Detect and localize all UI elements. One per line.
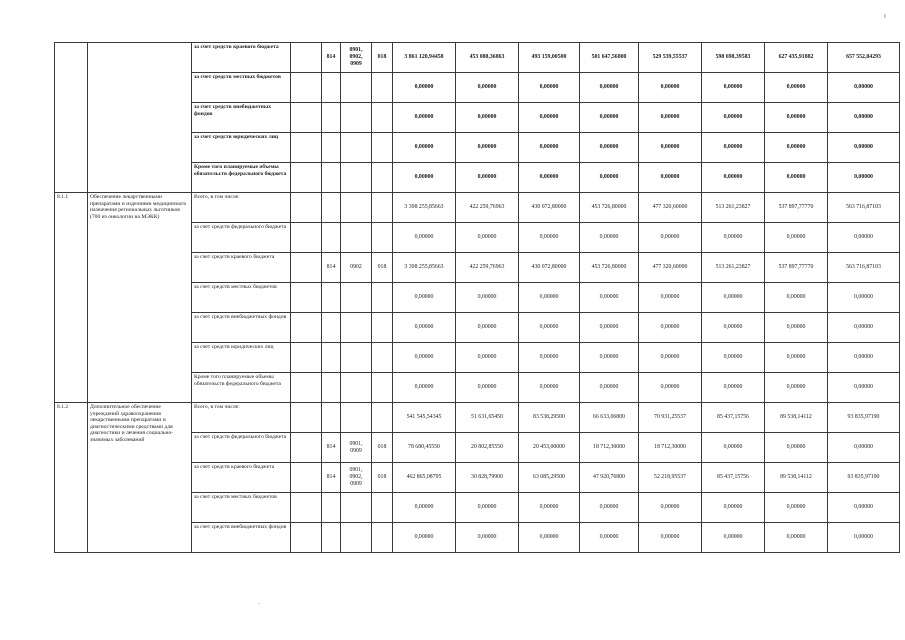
amount-cell: 0,00000 bbox=[519, 223, 580, 253]
amount-cell: 0,00000 bbox=[765, 223, 828, 253]
amount-cell: 0,00000 bbox=[580, 523, 639, 553]
section-subsection-code bbox=[341, 133, 372, 163]
expense-type-code: 018 bbox=[372, 43, 393, 73]
amount-cell: 541 545,54345 bbox=[393, 403, 456, 433]
section-subsection-code: 0901, 0909 bbox=[341, 433, 372, 463]
grbs-code bbox=[322, 133, 341, 163]
expense-type-code: 018 bbox=[372, 463, 393, 493]
amount-cell: 0,00000 bbox=[828, 73, 900, 103]
section-title: Обеспечение лекарственными препаратами и изделиями медицинского назначения региональных льготников (700 из онкологии на МЭКК) bbox=[88, 193, 192, 403]
section-code: 8.1.1 bbox=[55, 193, 88, 403]
amount-cell: 513 261,23827 bbox=[702, 193, 765, 223]
empty-cell bbox=[291, 493, 322, 523]
amount-cell: 0,00000 bbox=[456, 133, 519, 163]
funding-source-label: за счет средств местных бюджетов bbox=[192, 283, 291, 313]
empty-cell bbox=[291, 373, 322, 403]
amount-cell: 0,00000 bbox=[765, 73, 828, 103]
amount-cell: 0,00000 bbox=[828, 343, 900, 373]
amount-cell: 0,00000 bbox=[639, 373, 702, 403]
amount-cell: 18 712,30000 bbox=[639, 433, 702, 463]
section-title bbox=[88, 43, 192, 193]
section-subsection-code: 0901, 0902, 0909 bbox=[341, 43, 372, 73]
amount-cell: 0,00000 bbox=[393, 73, 456, 103]
amount-cell: 0,00000 bbox=[456, 73, 519, 103]
funding-source-label: Кроме того планируемые объемы обязательств федерального бюджета bbox=[192, 163, 291, 193]
amount-cell: 0,00000 bbox=[702, 523, 765, 553]
empty-cell bbox=[291, 313, 322, 343]
empty-cell bbox=[291, 193, 322, 223]
section-title: Дополнительное обеспечение учреждений здравоохранения лекарственными препаратами и диагностическими средствами для диагностики и лечения социально-значимых заболеваний bbox=[88, 403, 192, 553]
empty-cell bbox=[291, 343, 322, 373]
amount-cell: 0,00000 bbox=[765, 283, 828, 313]
funding-source-label: Всего, в том числе: bbox=[192, 403, 291, 433]
amount-cell: 0,00000 bbox=[580, 373, 639, 403]
section-subsection-code bbox=[341, 283, 372, 313]
section-subsection-code: 0901, 0902, 0909 bbox=[341, 463, 372, 493]
amount-cell: 89 538,14112 bbox=[765, 403, 828, 433]
funding-source-label: за счет средств внебюджетных фондов bbox=[192, 523, 291, 553]
amount-cell: 0,00000 bbox=[828, 163, 900, 193]
expense-type-code bbox=[372, 73, 393, 103]
amount-cell: 0,00000 bbox=[393, 283, 456, 313]
empty-cell bbox=[291, 43, 322, 73]
amount-cell: 0,00000 bbox=[828, 283, 900, 313]
amount-cell: 93 835,97190 bbox=[828, 403, 900, 433]
amount-cell: 563 716,87103 bbox=[828, 193, 900, 223]
amount-cell: 0,00000 bbox=[828, 493, 900, 523]
expense-type-code bbox=[372, 283, 393, 313]
amount-cell: 0,00000 bbox=[580, 103, 639, 133]
amount-cell: 0,00000 bbox=[828, 373, 900, 403]
section-subsection-code bbox=[341, 163, 372, 193]
amount-cell: 537 897,77770 bbox=[765, 193, 828, 223]
amount-cell: 563 716,87103 bbox=[828, 253, 900, 283]
amount-cell: 0,00000 bbox=[639, 223, 702, 253]
grbs-code bbox=[322, 283, 341, 313]
amount-cell: 0,00000 bbox=[393, 523, 456, 553]
expense-type-code bbox=[372, 493, 393, 523]
empty-cell bbox=[291, 133, 322, 163]
amount-cell: 85 437,15756 bbox=[702, 403, 765, 433]
expense-type-code: 018 bbox=[372, 433, 393, 463]
amount-cell: 0,00000 bbox=[828, 433, 900, 463]
amount-cell: 0,00000 bbox=[519, 73, 580, 103]
amount-cell: 0,00000 bbox=[639, 313, 702, 343]
amount-cell: 70 931,25537 bbox=[639, 403, 702, 433]
amount-cell: 0,00000 bbox=[519, 373, 580, 403]
grbs-code bbox=[322, 73, 341, 103]
amount-cell: 430 072,80000 bbox=[519, 253, 580, 283]
table-row bbox=[55, 43, 900, 73]
amount-cell: 20 453,00000 bbox=[519, 433, 580, 463]
empty-cell bbox=[291, 523, 322, 553]
amount-cell: 0,00000 bbox=[765, 373, 828, 403]
expense-type-code bbox=[372, 313, 393, 343]
amount-cell: 0,00000 bbox=[393, 163, 456, 193]
scan-mark: · bbox=[258, 600, 261, 608]
amount-cell: 453 088,36863 bbox=[456, 43, 519, 73]
grbs-code: 814 bbox=[322, 463, 341, 493]
amount-cell: 0,00000 bbox=[702, 73, 765, 103]
amount-cell: 0,00000 bbox=[456, 223, 519, 253]
amount-cell: 0,00000 bbox=[765, 163, 828, 193]
amount-cell: 513 261,23827 bbox=[702, 253, 765, 283]
amount-cell: 0,00000 bbox=[702, 163, 765, 193]
amount-cell: 0,00000 bbox=[519, 163, 580, 193]
amount-cell: 0,00000 bbox=[639, 283, 702, 313]
expense-type-code bbox=[372, 193, 393, 223]
amount-cell: 0,00000 bbox=[393, 103, 456, 133]
section-subsection-code bbox=[341, 73, 372, 103]
amount-cell: 0,00000 bbox=[828, 313, 900, 343]
expense-type-code bbox=[372, 223, 393, 253]
amount-cell: 0,00000 bbox=[580, 223, 639, 253]
amount-cell: 0,00000 bbox=[828, 523, 900, 553]
amount-cell: 0,00000 bbox=[639, 343, 702, 373]
amount-cell: 0,00000 bbox=[580, 163, 639, 193]
amount-cell: 3 398 255,85663 bbox=[393, 253, 456, 283]
expense-type-code: 018 bbox=[372, 253, 393, 283]
amount-cell: 627 435,91882 bbox=[765, 43, 828, 73]
amount-cell: 0,00000 bbox=[456, 103, 519, 133]
amount-cell: 0,00000 bbox=[765, 493, 828, 523]
amount-cell: 0,00000 bbox=[456, 523, 519, 553]
amount-cell: 78 680,45550 bbox=[393, 433, 456, 463]
amount-cell: 93 835,97190 bbox=[828, 463, 900, 493]
empty-cell bbox=[291, 283, 322, 313]
amount-cell: 430 072,80000 bbox=[519, 193, 580, 223]
empty-cell bbox=[291, 253, 322, 283]
funding-source-label: за счет средств местных бюджетов bbox=[192, 493, 291, 523]
amount-cell: 0,00000 bbox=[765, 433, 828, 463]
amount-cell: 477 320,60000 bbox=[639, 193, 702, 223]
amount-cell: 0,00000 bbox=[765, 343, 828, 373]
funding-source-label: за счет средств федерального бюджета bbox=[192, 223, 291, 253]
amount-cell: 0,00000 bbox=[393, 223, 456, 253]
section-subsection-code bbox=[341, 373, 372, 403]
funding-source-label: Кроме того планируемые объемы обязательств федерального бюджета bbox=[192, 373, 291, 403]
amount-cell: 0,00000 bbox=[580, 313, 639, 343]
amount-cell: 85 437,15756 bbox=[702, 463, 765, 493]
amount-cell: 0,00000 bbox=[580, 343, 639, 373]
section-subsection-code: 0902 bbox=[341, 253, 372, 283]
amount-cell: 453 726,80000 bbox=[580, 193, 639, 223]
amount-cell: 0,00000 bbox=[393, 343, 456, 373]
amount-cell: 0,00000 bbox=[456, 163, 519, 193]
section-code bbox=[55, 43, 88, 193]
empty-cell bbox=[291, 103, 322, 133]
amount-cell: 66 633,06800 bbox=[580, 403, 639, 433]
grbs-code bbox=[322, 313, 341, 343]
budget-table bbox=[54, 42, 900, 553]
amount-cell: 0,00000 bbox=[456, 373, 519, 403]
section-subsection-code bbox=[341, 193, 372, 223]
funding-source-label: за счет средств краевого бюджета bbox=[192, 253, 291, 283]
funding-source-label: за счет средств местных бюджетов bbox=[192, 73, 291, 103]
amount-cell: 422 259,76963 bbox=[456, 253, 519, 283]
amount-cell: 0,00000 bbox=[702, 103, 765, 133]
expense-type-code bbox=[372, 103, 393, 133]
grbs-code bbox=[322, 163, 341, 193]
funding-source-label: за счет средств краевого бюджета bbox=[192, 463, 291, 493]
section-code: 8.1.2 bbox=[55, 403, 88, 553]
amount-cell: 0,00000 bbox=[519, 493, 580, 523]
amount-cell: 0,00000 bbox=[702, 343, 765, 373]
amount-cell: 47 920,76800 bbox=[580, 463, 639, 493]
amount-cell: 0,00000 bbox=[828, 103, 900, 133]
grbs-code: 814 bbox=[322, 43, 341, 73]
amount-cell: 0,00000 bbox=[765, 103, 828, 133]
amount-cell: 0,00000 bbox=[765, 313, 828, 343]
section-subsection-code bbox=[341, 403, 372, 433]
grbs-code bbox=[322, 343, 341, 373]
amount-cell: 0,00000 bbox=[393, 493, 456, 523]
table-row bbox=[55, 193, 900, 223]
amount-cell: 493 159,00500 bbox=[519, 43, 580, 73]
amount-cell: 0,00000 bbox=[639, 493, 702, 523]
grbs-code bbox=[322, 373, 341, 403]
amount-cell: 0,00000 bbox=[765, 133, 828, 163]
table-row bbox=[55, 403, 900, 433]
expense-type-code bbox=[372, 403, 393, 433]
amount-cell: 0,00000 bbox=[639, 73, 702, 103]
amount-cell: 529 539,55537 bbox=[639, 43, 702, 73]
amount-cell: 83 538,29500 bbox=[519, 403, 580, 433]
amount-cell: 63 085,29500 bbox=[519, 463, 580, 493]
amount-cell: 0,00000 bbox=[702, 223, 765, 253]
empty-cell bbox=[291, 73, 322, 103]
amount-cell: 20 802,85550 bbox=[456, 433, 519, 463]
grbs-code: 814 bbox=[322, 433, 341, 463]
amount-cell: 0,00000 bbox=[828, 223, 900, 253]
empty-cell bbox=[291, 403, 322, 433]
amount-cell: 0,00000 bbox=[393, 313, 456, 343]
amount-cell: 0,00000 bbox=[702, 373, 765, 403]
amount-cell: 0,00000 bbox=[702, 313, 765, 343]
amount-cell: 0,00000 bbox=[580, 73, 639, 103]
amount-cell: 462 865,08795 bbox=[393, 463, 456, 493]
amount-cell: 0,00000 bbox=[702, 493, 765, 523]
grbs-code bbox=[322, 403, 341, 433]
expense-type-code bbox=[372, 163, 393, 193]
amount-cell: 51 631,65450 bbox=[456, 403, 519, 433]
amount-cell: 657 552,84293 bbox=[828, 43, 900, 73]
amount-cell: 0,00000 bbox=[519, 343, 580, 373]
amount-cell: 501 647,56800 bbox=[580, 43, 639, 73]
section-subsection-code bbox=[341, 223, 372, 253]
amount-cell: 18 712,30000 bbox=[580, 433, 639, 463]
amount-cell: 0,00000 bbox=[580, 133, 639, 163]
expense-type-code bbox=[372, 133, 393, 163]
amount-cell: 598 698,39583 bbox=[702, 43, 765, 73]
amount-cell: 0,00000 bbox=[519, 133, 580, 163]
amount-cell: 477 320,60000 bbox=[639, 253, 702, 283]
amount-cell: 0,00000 bbox=[702, 283, 765, 313]
amount-cell: 422 259,76963 bbox=[456, 193, 519, 223]
amount-cell: 0,00000 bbox=[702, 133, 765, 163]
amount-cell: 0,00000 bbox=[580, 283, 639, 313]
amount-cell: 0,00000 bbox=[456, 493, 519, 523]
amount-cell: 0,00000 bbox=[765, 523, 828, 553]
section-subsection-code bbox=[341, 343, 372, 373]
funding-source-label: Всего, в том числе: bbox=[192, 193, 291, 223]
amount-cell: 0,00000 bbox=[393, 373, 456, 403]
scan-mark: ı bbox=[884, 12, 886, 20]
funding-source-label: за счет средств краевого бюджета bbox=[192, 43, 291, 73]
funding-source-label: за счет средств внебюджетных фондов bbox=[192, 313, 291, 343]
amount-cell: 0,00000 bbox=[519, 103, 580, 133]
empty-cell bbox=[291, 433, 322, 463]
amount-cell: 3 861 120,94458 bbox=[393, 43, 456, 73]
amount-cell: 0,00000 bbox=[828, 133, 900, 163]
amount-cell: 453 726,80000 bbox=[580, 253, 639, 283]
section-subsection-code bbox=[341, 523, 372, 553]
funding-source-label: за счет средств юридических лиц bbox=[192, 133, 291, 163]
section-subsection-code bbox=[341, 493, 372, 523]
amount-cell: 0,00000 bbox=[639, 133, 702, 163]
amount-cell: 89 538,14112 bbox=[765, 463, 828, 493]
grbs-code: 814 bbox=[322, 253, 341, 283]
expense-type-code bbox=[372, 343, 393, 373]
expense-type-code bbox=[372, 373, 393, 403]
expense-type-code bbox=[372, 523, 393, 553]
section-subsection-code bbox=[341, 103, 372, 133]
empty-cell bbox=[291, 223, 322, 253]
amount-cell: 0,00000 bbox=[519, 283, 580, 313]
amount-cell: 3 398 255,85663 bbox=[393, 193, 456, 223]
grbs-code bbox=[322, 103, 341, 133]
amount-cell: 0,00000 bbox=[393, 133, 456, 163]
amount-cell: 0,00000 bbox=[519, 313, 580, 343]
amount-cell: 0,00000 bbox=[639, 163, 702, 193]
grbs-code bbox=[322, 493, 341, 523]
amount-cell: 537 897,77770 bbox=[765, 253, 828, 283]
funding-source-label: за счет средств внебюджетных фондов bbox=[192, 103, 291, 133]
amount-cell: 0,00000 bbox=[519, 523, 580, 553]
amount-cell: 52 218,95537 bbox=[639, 463, 702, 493]
section-subsection-code bbox=[341, 313, 372, 343]
grbs-code bbox=[322, 523, 341, 553]
amount-cell: 0,00000 bbox=[639, 523, 702, 553]
amount-cell: 0,00000 bbox=[456, 343, 519, 373]
amount-cell: 0,00000 bbox=[580, 493, 639, 523]
amount-cell: 0,00000 bbox=[456, 313, 519, 343]
empty-cell bbox=[291, 463, 322, 493]
empty-cell bbox=[291, 163, 322, 193]
grbs-code bbox=[322, 223, 341, 253]
amount-cell: 30 828,79900 bbox=[456, 463, 519, 493]
funding-source-label: за счет средств федерального бюджета bbox=[192, 433, 291, 463]
amount-cell: 0,00000 bbox=[456, 283, 519, 313]
amount-cell: 0,00000 bbox=[702, 433, 765, 463]
grbs-code bbox=[322, 193, 341, 223]
amount-cell: 0,00000 bbox=[639, 103, 702, 133]
funding-source-label: за счет средств юридических лиц bbox=[192, 343, 291, 373]
